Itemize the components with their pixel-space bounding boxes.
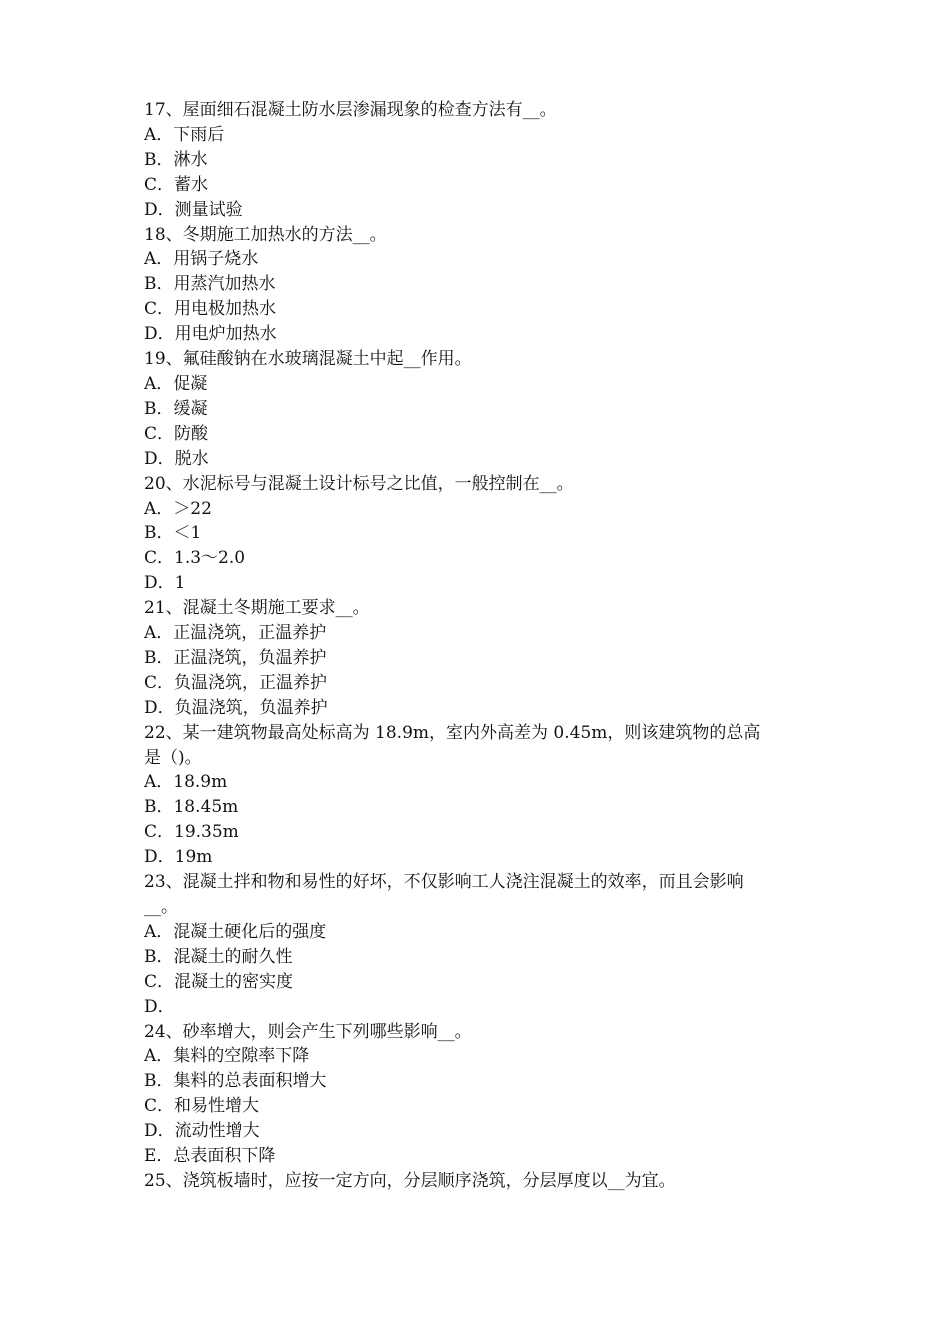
answer-option: D．1 (144, 573, 186, 594)
question-block (144, 223, 814, 348)
question-block (144, 1020, 814, 1169)
answer-option: A．＞22 (144, 498, 212, 519)
answer-option: D．19m (144, 847, 213, 868)
question-block (144, 596, 814, 721)
answer-option: B．混凝土的耐久性 (144, 946, 293, 967)
answer-option: D．负温浇筑，负温养护 (144, 697, 328, 718)
answer-option: C．负温浇筑，正温养护 (144, 672, 328, 693)
answer-option: D．脱水 (144, 448, 209, 469)
question-stem: 17、屋面细石混凝土防水层渗漏现象的检查方法有__。 (144, 100, 557, 120)
answer-option: B．淋水 (144, 149, 208, 170)
question-block (144, 98, 814, 223)
answer-option: D．流动性增大 (144, 1121, 260, 1142)
answer-option: A．促凝 (144, 373, 208, 394)
answer-option: B．＜1 (144, 523, 202, 544)
answer-option: A．集料的空隙率下降 (144, 1046, 310, 1067)
question-stem: 25、浇筑板墙时，应按一定方向，分层顺序浇筑，分层厚度以__为宜。 (144, 1170, 676, 1191)
question-block (144, 347, 814, 472)
answer-option: B．集料的总表面积增大 (144, 1071, 327, 1092)
question-stem: 22、某一建筑物最高处标高为 18.9m，室内外高差为 0.45m，则该建筑物的总高 (144, 722, 761, 743)
answer-option: E．总表面积下降 (144, 1146, 276, 1167)
question-block (144, 870, 814, 1019)
answer-option: A．混凝土硬化后的强度 (144, 921, 327, 942)
question-stem: 18、冬期施工加热水的方法__。 (144, 224, 387, 245)
answer-option: C．19.35m (144, 822, 239, 843)
answer-option: C．混凝土的密实度 (144, 971, 294, 992)
answer-option: D．用电炉加热水 (144, 324, 277, 345)
answer-option: B．正温浇筑，负温养护 (144, 647, 327, 668)
answer-option: C．1.3～2.0 (144, 548, 246, 569)
question-stem: 23、混凝土拌和物和易性的好坏，不仅影响工人浇注混凝土的效率，而且会影响 (144, 872, 744, 893)
question-block (144, 721, 814, 870)
answer-option: B．18.45m (144, 797, 239, 818)
question-stem: 24、砂率增大，则会产生下列哪些影响__。 (144, 1021, 472, 1042)
question-stem: 20、水泥标号与混凝土设计标号之比值，一般控制在__。 (144, 473, 574, 494)
answer-option: C．用电极加热水 (144, 299, 277, 320)
question-stem: __。 (144, 897, 178, 917)
answer-option: A．正温浇筑，正温养护 (144, 623, 327, 644)
document-page (144, 98, 814, 1194)
answer-option: A．18.9m (144, 772, 228, 793)
answer-option: C．和易性增大 (144, 1096, 260, 1117)
question-stem: 是（)。 (144, 747, 202, 768)
answer-option: B．用蒸汽加热水 (144, 274, 276, 295)
answer-option: D．测量试验 (144, 199, 243, 220)
question-stem: 19、氟硅酸钠在水玻璃混凝土中起__作用。 (144, 349, 472, 370)
question-block (144, 1169, 814, 1194)
question-stem: 21、混凝土冬期施工要求__。 (144, 598, 370, 619)
answer-option: A．用锅子烧水 (144, 249, 259, 270)
answer-option: A．下雨后 (144, 124, 225, 145)
answer-option: B．缓凝 (144, 398, 208, 419)
question-block (144, 472, 814, 597)
answer-option: C．防酸 (144, 423, 209, 444)
answer-option: D． (144, 996, 175, 1017)
answer-option: C．蓄水 (144, 174, 209, 195)
